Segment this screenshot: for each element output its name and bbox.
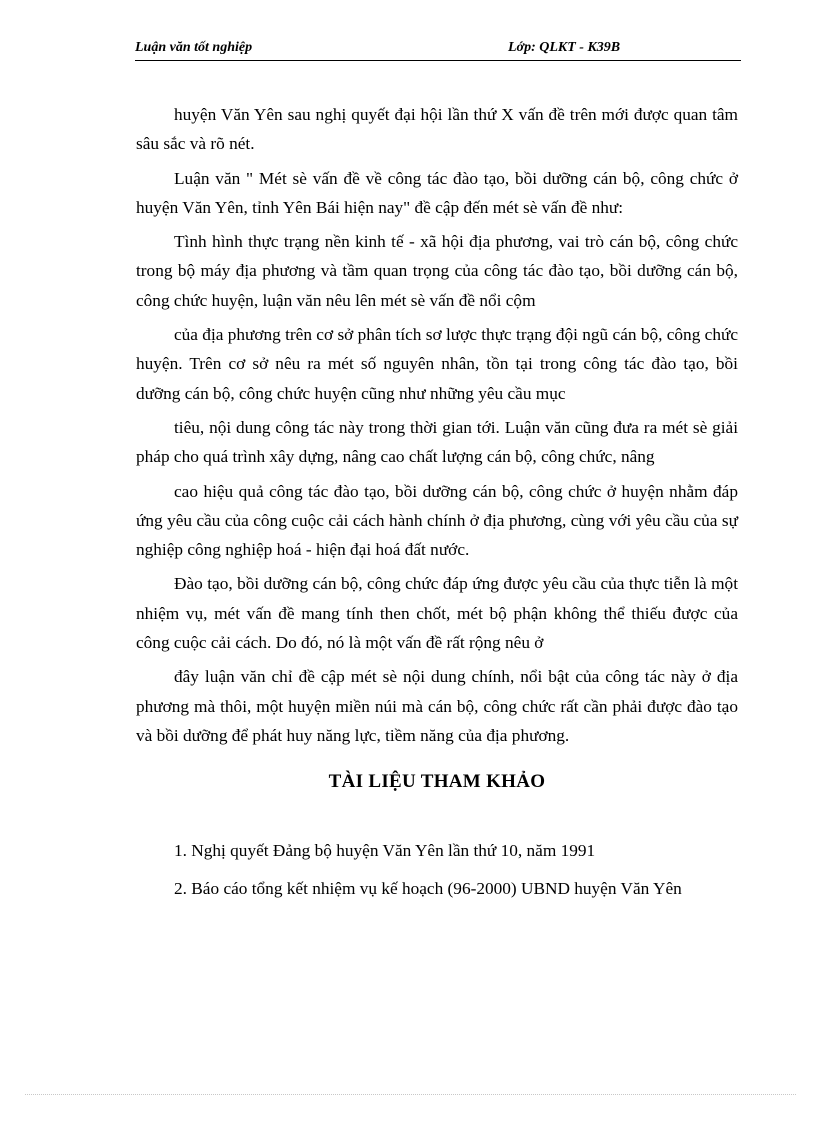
page-bottom-divider	[25, 1094, 796, 1095]
paragraph-2: Luận văn " Mét sè vấn đề về công tác đào tạo, bồi dưỡng cán bộ, công chức ở huyện Văn Yên, tỉnh Yên Bái hiện nay" đề cập đến mét sè vấn đề như:	[136, 168, 738, 217]
page-header	[135, 38, 741, 61]
references-list	[136, 836, 738, 903]
reference-item-2: 2. Báo cáo tổng kết nhiệm vụ kế hoạch (96-2000) UBND huyện Văn Yên	[174, 878, 682, 898]
paragraph-4: của địa phương trên cơ sở phân tích sơ lược thực trạng đội ngũ cán bộ, công chức huyện. Trên cơ sở nêu ra mét số nguyên nhân, tồn tại trong công tác đào tạo, bồi dưỡng cán bộ, công chức huyện cũng như những yêu cầu mục	[136, 325, 739, 403]
references-title: TÀI LIỆU THAM KHẢO	[328, 771, 546, 793]
reference-item-1: 1. Nghị quyết Đảng bộ huyện Văn Yên lần thứ 10, năm 1991	[174, 841, 596, 861]
header-right: Lớp: QLKT - K39B	[508, 40, 621, 55]
paragraph-5: tiêu, nội dung công tác này trong thời gian tới. Luận văn cũng đưa ra mét sè giải pháp cho quá trình xây dựng, nâng cao chất lượng cán bộ, công chức, nâng	[136, 417, 738, 467]
paragraph-6: cao hiệu quả công tác đào tạo, bồi dưỡng cán bộ, công chức ở huyện nhằm đáp ứng yêu cầu của công cuộc cải cách hành chính ở địa phương, cùng với yêu cầu của sự nghiệp công nghiệp hoá - hiện đại hoá đất nước.	[136, 481, 738, 560]
paragraph-7: Đào tạo, bồi dưỡng cán bộ, công chức đáp ứng được yêu cầu của thực tiễn là một nhiệm vụ, mét vấn đề mang tính then chốt, mét bộ phận không thể thiếu được của công cuộc cải cách. Do đó, nó là một vấn đề rất rộng nêu ở	[136, 574, 738, 653]
paragraph-1: huyện Văn Yên sau nghị quyết đại hội lần thứ X vấn đề trên mới được quan tâm sâu sắc và rõ nét.	[136, 105, 738, 154]
paragraph-3: Tình hình thực trạng nền kinh tế - xã hội địa phương, vai trò cán bộ, công chức trong bộ máy địa phương và tầm quan trọng của công tác đào tạo, bồi dưỡng cán bộ, công chức huyện, luận văn nêu lên mét sè vấn đề nổi cộm	[136, 232, 738, 310]
header-left: Luận văn tốt nghiệp	[135, 40, 253, 55]
paragraph-8: đây luận văn chỉ đề cập mét sè nội dung chính, nổi bật của công tác này ở địa phương mà thôi, một huyện miền núi mà cán bộ, công chức rất cần phải được đào tạo và bồi dưỡng để phát huy năng lực, tiềm năng của địa phương.	[136, 667, 738, 745]
document-body	[136, 100, 738, 911]
